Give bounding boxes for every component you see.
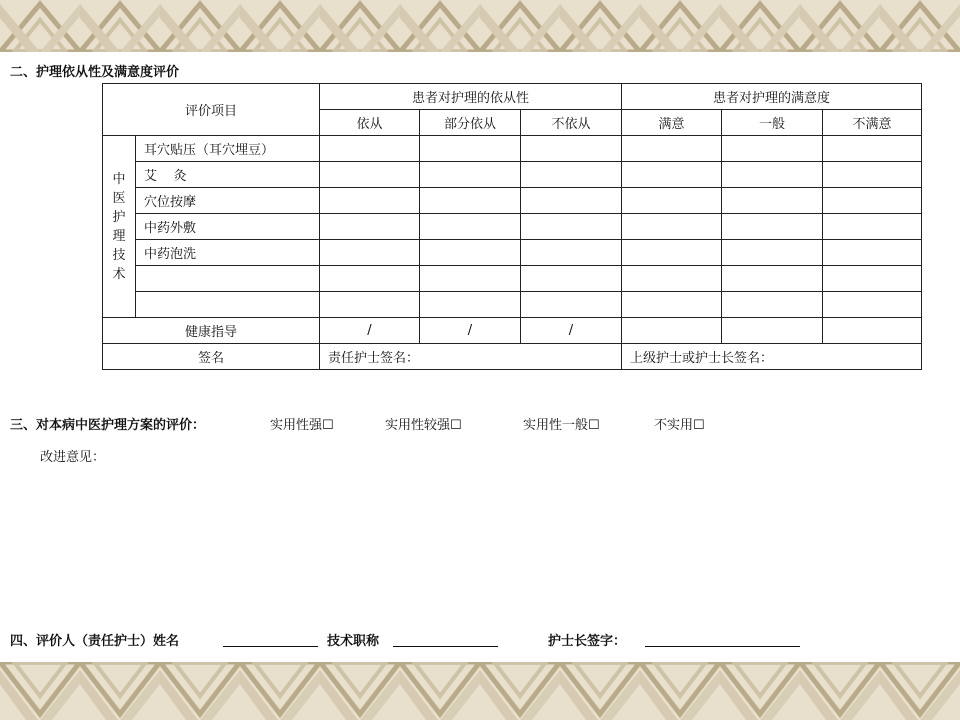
empty-cell[interactable] — [722, 214, 823, 240]
subheader-cell: 部分依从 — [420, 110, 521, 136]
empty-cell[interactable] — [420, 292, 521, 318]
empty-cell[interactable] — [320, 266, 420, 292]
empty-cell[interactable] — [420, 162, 521, 188]
empty-cell[interactable] — [823, 162, 922, 188]
empty-cell[interactable] — [521, 136, 622, 162]
empty-cell[interactable] — [823, 188, 922, 214]
empty-cell[interactable] — [420, 214, 521, 240]
empty-cell[interactable] — [420, 266, 521, 292]
option-fairly-practical[interactable]: 实用性较强☐ — [385, 418, 462, 433]
technique-name[interactable] — [136, 292, 320, 318]
table-row — [103, 292, 922, 318]
empty-cell[interactable] — [622, 188, 722, 214]
table-row — [103, 162, 922, 188]
empty-cell[interactable] — [722, 292, 823, 318]
empty-cell[interactable] — [622, 136, 722, 162]
technique-name: 穴位按摩 — [136, 188, 320, 214]
empty-cell[interactable] — [521, 292, 622, 318]
evaluator-name-line[interactable] — [223, 632, 318, 647]
empty-cell[interactable] — [722, 162, 823, 188]
empty-cell[interactable] — [521, 162, 622, 188]
empty-cell[interactable] — [722, 188, 823, 214]
category-tcm-nursing: 中 医 护 理 技 术 — [103, 136, 136, 318]
technique-name: 中药外敷 — [136, 214, 320, 240]
option-average-practical[interactable]: 实用性一般☐ — [523, 418, 600, 433]
signature-row — [103, 344, 922, 370]
head-nurse-signature-field[interactable]: 上级护士或护士长签名： — [622, 344, 922, 370]
health-guidance-row — [103, 318, 922, 344]
empty-cell[interactable] — [622, 214, 722, 240]
empty-cell[interactable] — [320, 188, 420, 214]
empty-cell[interactable] — [722, 266, 823, 292]
empty-cell[interactable] — [521, 188, 622, 214]
health-guidance-label: 健康指导 — [103, 318, 320, 344]
nurse-signature-field[interactable]: 责任护士签名： — [320, 344, 622, 370]
empty-cell[interactable] — [823, 292, 922, 318]
empty-cell[interactable] — [622, 240, 722, 266]
technique-name: 艾 灸 — [136, 162, 320, 188]
signature-label: 签名 — [103, 344, 320, 370]
empty-cell[interactable] — [722, 136, 823, 162]
empty-cell[interactable] — [320, 136, 420, 162]
empty-cell[interactable] — [823, 240, 922, 266]
empty-cell[interactable] — [622, 162, 722, 188]
head-nurse-sign-line[interactable] — [645, 632, 800, 647]
head-nurse-sign-label: 护士长签字： — [548, 634, 627, 649]
tech-title-label: 技术职称 — [327, 634, 380, 649]
empty-cell[interactable] — [622, 318, 722, 344]
subheader-cell: 不满意 — [823, 110, 922, 136]
table-row — [103, 214, 922, 240]
table-header-row — [103, 84, 922, 110]
section-4-title: 四、评价人（责任护士）姓名 — [10, 634, 180, 649]
technique-name: 中药泡洗 — [136, 240, 320, 266]
header-compliance: 患者对护理的依从性 — [320, 84, 622, 110]
technique-name: 耳穴贴压（耳穴埋豆） — [136, 136, 320, 162]
empty-cell[interactable] — [420, 188, 521, 214]
technique-name[interactable] — [136, 266, 320, 292]
form-page — [0, 52, 960, 662]
table-row — [103, 240, 922, 266]
tech-title-line[interactable] — [393, 632, 498, 647]
header-satisfaction: 患者对护理的满意度 — [622, 84, 922, 110]
na-mark: / — [521, 318, 622, 344]
table-row — [103, 136, 922, 162]
decorative-top-border — [0, 0, 960, 52]
empty-cell[interactable] — [823, 136, 922, 162]
header-item: 评价项目 — [103, 84, 320, 136]
empty-cell[interactable] — [521, 240, 622, 266]
subheader-cell: 满意 — [622, 110, 722, 136]
subheader-cell: 一般 — [722, 110, 823, 136]
section-3-title: 三、对本病中医护理方案的评价： — [10, 418, 206, 433]
empty-cell[interactable] — [320, 240, 420, 266]
section-2-title: 二、护理依从性及满意度评价 — [10, 65, 180, 80]
na-mark: / — [420, 318, 521, 344]
empty-cell[interactable] — [622, 266, 722, 292]
empty-cell[interactable] — [823, 266, 922, 292]
na-mark: / — [320, 318, 420, 344]
empty-cell[interactable] — [320, 214, 420, 240]
empty-cell[interactable] — [521, 214, 622, 240]
subheader-cell: 依从 — [320, 110, 420, 136]
empty-cell[interactable] — [622, 292, 722, 318]
empty-cell[interactable] — [420, 240, 521, 266]
improvement-label: 改进意见： — [40, 450, 106, 465]
empty-cell[interactable] — [823, 214, 922, 240]
table-row — [103, 266, 922, 292]
subheader-cell: 不依从 — [521, 110, 622, 136]
evaluation-table — [102, 83, 922, 370]
empty-cell[interactable] — [722, 318, 823, 344]
empty-cell[interactable] — [823, 318, 922, 344]
empty-cell[interactable] — [320, 292, 420, 318]
table-row — [103, 188, 922, 214]
decorative-bottom-border — [0, 662, 960, 720]
empty-cell[interactable] — [722, 240, 823, 266]
empty-cell[interactable] — [320, 162, 420, 188]
empty-cell[interactable] — [521, 266, 622, 292]
option-not-practical[interactable]: 不实用☐ — [654, 418, 705, 433]
option-very-practical[interactable]: 实用性强☐ — [270, 418, 334, 433]
empty-cell[interactable] — [420, 136, 521, 162]
